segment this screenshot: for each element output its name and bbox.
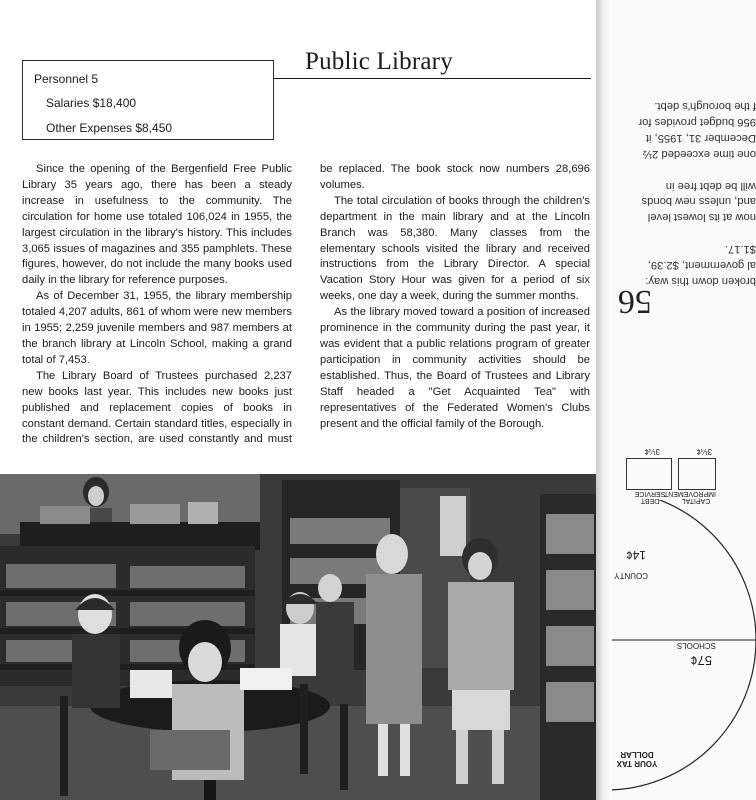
bar-debt-service — [626, 458, 672, 490]
upside-down-content — [612, 0, 756, 800]
pie-value-county: 14¢ — [625, 548, 646, 562]
tax-dollar-pie — [612, 500, 756, 800]
pie-title: YOUR TAX DOLLAR — [616, 750, 658, 768]
adjacent-line: December 31, 1955, it — [645, 131, 756, 144]
adjacent-line: broken down this way: — [645, 275, 756, 287]
pie-label-schools: SCHOOLS — [676, 641, 716, 650]
article-body — [22, 162, 590, 462]
adjacent-line: $1.17. — [724, 243, 756, 256]
bar-label-debt: DEBT SERVICE — [634, 490, 666, 504]
adjacent-text-block — [612, 0, 756, 294]
adjacent-text-lines — [612, 0, 756, 288]
title-underline — [273, 78, 591, 79]
bar-value-debt: 3¼¢ — [644, 447, 660, 456]
adjacent-line: one time exceeded 2½ — [642, 147, 756, 160]
tax-bar-graphic — [612, 440, 756, 504]
adjacent-line: 956 budget provides for — [638, 115, 756, 128]
adjacent-line — [612, 224, 756, 240]
paragraph: As the library moved toward a position of increased prominence in the community during the past year, it was evident that a public relations program of greater participation in community activities should be established. Thus, the Board of Trustees and Library Staff headed a "Get Acquainted Tea" with representatives of the Federated Women's Clubs present and the official family of the Borough. — [320, 306, 590, 430]
pie-label-county: COUNTY — [614, 571, 648, 580]
salaries-amount: Salaries $18,400 — [46, 96, 137, 110]
adjacent-line: f the borough's debt. — [654, 100, 756, 113]
adjacent-big-number: 56 — [618, 283, 652, 320]
paragraph: The Library Board of Trustees purchased 2,237 new books last year. This includes new books just published and replacement copies of books in constant demand. Certain standard titles, especially in the children's section, are used constantly and must be replaced. The book stock now numbers 28,696 volumes. — [22, 163, 590, 446]
personnel-count: Personnel 5 — [34, 72, 99, 86]
adjacent-line — [612, 161, 756, 177]
adjacent-page-upside-down — [612, 0, 756, 800]
paragraph: As of December 31, 1955, the library membership totaled 4,207 adults, 861 of whom were new members in 1955; 2,259 juvenile members and 987 members at the branch library at Lincoln School, making a grand total of 7,453. — [22, 290, 292, 366]
paragraph: Since the opening of the Bergenfield Free Public Library 35 years ago, there has been a steady increase in usefulness to the community. The circulation for home use totaled 106,024 in 1955, the largest circulation in the library's history. This includes 3,065 issues of magazines and 355 pamphlets. These figures, however, do not include the many books used daily in the library for reference purposes. — [22, 163, 292, 287]
bar-capital-improvement — [678, 458, 716, 490]
adjacent-line: and, unless new bonds — [641, 195, 756, 208]
bar-label-capital: CAPITAL IMPROVEMENT — [663, 490, 716, 504]
library-photo — [0, 474, 598, 800]
page-title: Public Library — [305, 48, 453, 75]
adjacent-line: al government, $2.39, — [647, 259, 756, 272]
bar-value-capital: 3¼¢ — [696, 447, 712, 456]
pie-value-schools: 57¢ — [690, 653, 712, 668]
other-expenses-amount: Other Expenses $8,450 — [46, 121, 173, 135]
book-gutter — [596, 0, 612, 800]
paragraph: The total circulation of books through the children's department in the main library and at the Lincoln Branch was 58,380. Many classes from the elementary schools visited the library and received instructions from the Library Director. A special Vacation Story Hour was given for a period of six weeks, one day a week, during the summer months. — [320, 194, 590, 303]
adjacent-line: now at its lowest level — [647, 211, 756, 224]
children-in-library-image — [0, 474, 598, 800]
budget-summary-box — [22, 60, 274, 140]
adjacent-line: will be debt free in — [665, 179, 756, 192]
